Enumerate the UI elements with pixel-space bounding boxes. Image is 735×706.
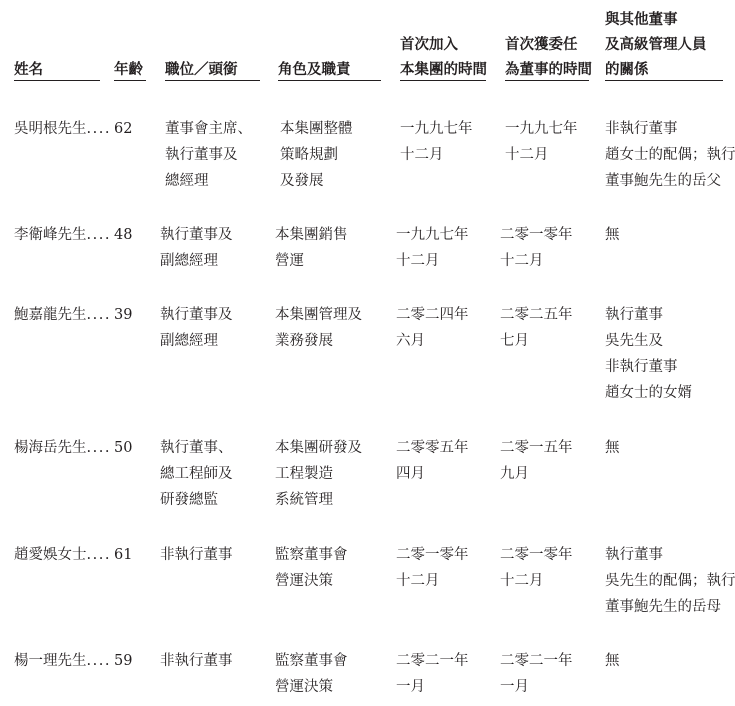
join-date-line: 十二月 [400, 147, 444, 163]
appoint-date [505, 116, 578, 168]
director-position [160, 648, 233, 674]
header-appoint-date-line: 為董事的時間 [505, 61, 592, 78]
director-position [165, 116, 252, 194]
director-position [160, 302, 233, 354]
position-line: 非執行董事 [160, 653, 233, 669]
appoint-date-line: 一月 [500, 679, 529, 695]
header-relationship [605, 7, 707, 82]
name-leader-dots: .... [86, 307, 111, 323]
position-line: 執行董事、 [160, 440, 233, 456]
role-line: 監察董事會 [275, 547, 348, 563]
director-role [275, 542, 348, 594]
header-relationship-line: 及高級管理人員 [605, 36, 707, 53]
relationship [605, 222, 620, 248]
director-role [275, 648, 348, 700]
relationship-line: 非執行董事 [605, 121, 678, 137]
join-date [396, 648, 469, 700]
appoint-date-line: 一九九七年 [505, 121, 578, 137]
appoint-date [500, 222, 573, 274]
role-line: 本集團銷售 [275, 227, 348, 243]
appoint-date [500, 648, 573, 700]
director-age: 59 [114, 653, 133, 669]
role-line: 本集團研發及 [275, 440, 362, 456]
director-name [14, 648, 111, 674]
director-age: 62 [114, 121, 133, 137]
director-name-text: 楊一理先生 [14, 653, 87, 669]
join-date-line: 二零一零年 [396, 547, 469, 563]
position-line: 執行董事及 [160, 307, 233, 323]
relationship [605, 435, 620, 461]
appoint-date-line: 二零二一年 [500, 653, 573, 669]
position-line: 副總經理 [160, 253, 218, 269]
position-line: 非執行董事 [160, 547, 233, 563]
header-join-date [400, 32, 487, 82]
relationship-line: 無 [605, 440, 620, 456]
director-name-text: 李衛峰先生 [14, 227, 87, 243]
director-age: 61 [114, 547, 133, 563]
relationship [605, 648, 620, 674]
director-name [14, 435, 111, 461]
appoint-date-line: 二零一五年 [500, 440, 573, 456]
join-date-line: 一月 [396, 679, 425, 695]
role-line: 營運決策 [275, 679, 333, 695]
appoint-date [500, 302, 573, 354]
join-date [396, 222, 469, 274]
header-rule-relationship [605, 80, 723, 81]
join-date-line: 二零零五年 [396, 440, 469, 456]
position-line: 執行董事及 [160, 227, 233, 243]
header-rule-position [165, 80, 260, 81]
appoint-date-line: 九月 [500, 466, 529, 482]
director-role [275, 435, 362, 513]
director-name-text: 楊海岳先生 [14, 440, 87, 456]
appoint-date [500, 435, 573, 487]
header-appoint-date-line: 首次獲委任 [505, 36, 578, 53]
appoint-date-line: 二零一零年 [500, 227, 573, 243]
join-date-line: 一九九七年 [396, 227, 469, 243]
role-line: 本集團管理及 [275, 307, 362, 323]
appoint-date-line: 十二月 [500, 253, 544, 269]
role-line: 系統管理 [275, 492, 333, 508]
header-rule-age [114, 80, 146, 81]
director-name-text: 吳明根先生 [14, 121, 87, 137]
name-leader-dots: .... [86, 227, 111, 243]
director-age: 48 [114, 227, 133, 243]
role-line: 本集團整體 [280, 121, 353, 137]
appoint-date-line: 二零二五年 [500, 307, 573, 323]
director-role [275, 222, 348, 274]
header-position-line: 職位／頭銜 [165, 61, 238, 78]
role-line: 工程製造 [275, 466, 333, 482]
join-date [400, 116, 473, 168]
header-appoint-date [505, 32, 592, 82]
appoint-date-line: 十二月 [500, 573, 544, 589]
join-date-line: 一九九七年 [400, 121, 473, 137]
name-leader-dots: .... [86, 440, 111, 456]
role-line: 業務發展 [275, 333, 333, 349]
relationship [605, 116, 735, 194]
relationship-line: 非執行董事 [605, 359, 678, 375]
appoint-date-line: 十二月 [505, 147, 549, 163]
name-leader-dots: .... [86, 653, 111, 669]
header-rule-name [14, 80, 100, 81]
join-date-line: 十二月 [396, 573, 440, 589]
header-role-line: 角色及職責 [278, 61, 351, 78]
director-name [14, 116, 111, 142]
header-role [278, 57, 351, 82]
director-age: 39 [114, 307, 133, 323]
position-line: 副總經理 [160, 333, 218, 349]
director-role [275, 302, 362, 354]
join-date [396, 542, 469, 594]
relationship-line: 無 [605, 653, 620, 669]
join-date-line: 二零二一年 [396, 653, 469, 669]
position-line: 執行董事及 [165, 147, 238, 163]
role-line: 及發展 [280, 173, 324, 189]
header-join-date-line: 首次加入 [400, 36, 458, 53]
name-leader-dots: .... [86, 121, 111, 137]
role-line: 營運決策 [275, 573, 333, 589]
relationship-line: 董事鮑先生的岳父 [605, 173, 721, 189]
header-relationship-line: 的關係 [605, 61, 649, 78]
join-date [396, 302, 469, 354]
appoint-date [500, 542, 573, 594]
director-position [160, 542, 233, 568]
header-rule-join-date [400, 80, 486, 81]
header-relationship-line: 與其他董事 [605, 11, 678, 28]
join-date-line: 十二月 [396, 253, 440, 269]
header-rule-appoint-date [505, 80, 589, 81]
join-date-line: 二零二四年 [396, 307, 469, 323]
appoint-date-line: 七月 [500, 333, 529, 349]
position-line: 董事會主席、 [165, 121, 252, 137]
director-position [160, 435, 233, 513]
header-rule-role [278, 80, 381, 81]
header-name-line: 姓名 [14, 61, 43, 78]
relationship-line: 執行董事 [605, 547, 663, 563]
relationship [605, 542, 735, 620]
header-age-line: 年齡 [114, 61, 143, 78]
director-name-text: 鮑嘉龍先生 [14, 307, 87, 323]
relationship-line: 吳先生的配偶；執行 [605, 573, 735, 589]
role-line: 策略規劃 [280, 147, 338, 163]
join-date [396, 435, 469, 487]
director-name [14, 222, 111, 248]
director-name-text: 趙愛娛女士 [14, 547, 87, 563]
header-age [114, 57, 143, 82]
relationship-line: 董事鮑先生的岳母 [605, 599, 721, 615]
join-date-line: 六月 [396, 333, 425, 349]
header-name [14, 57, 43, 82]
position-line: 總經理 [165, 173, 209, 189]
relationship-line: 執行董事 [605, 307, 663, 323]
join-date-line: 四月 [396, 466, 425, 482]
role-line: 監察董事會 [275, 653, 348, 669]
name-leader-dots: .... [86, 547, 111, 563]
position-line: 總工程師及 [160, 466, 233, 482]
relationship-line: 無 [605, 227, 620, 243]
header-join-date-line: 本集團的時間 [400, 61, 487, 78]
relationship [605, 302, 692, 406]
director-role [280, 116, 353, 194]
director-position [160, 222, 233, 274]
director-name [14, 542, 111, 568]
director-name [14, 302, 111, 328]
director-age: 50 [114, 440, 133, 456]
relationship-line: 趙女士的女婿 [605, 385, 692, 401]
position-line: 研發總監 [160, 492, 218, 508]
relationship-line: 趙女士的配偶；執行 [605, 147, 735, 163]
relationship-line: 吳先生及 [605, 333, 663, 349]
role-line: 營運 [275, 253, 304, 269]
header-position [165, 57, 238, 82]
appoint-date-line: 二零一零年 [500, 547, 573, 563]
